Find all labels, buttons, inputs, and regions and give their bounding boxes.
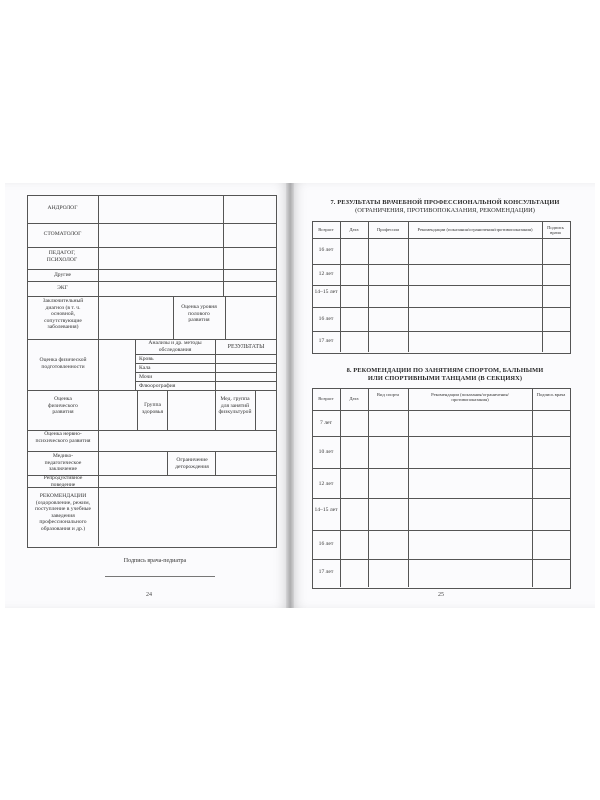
- table7-age-row: 12 лет: [318, 271, 334, 277]
- table8-age-row: 16 лет: [318, 541, 334, 547]
- reproductive-label: Репродуктивное поведение: [43, 475, 83, 488]
- book-spine: [286, 183, 294, 608]
- teacher-psych-label: ПЕДАГОГ, ПСИХОЛОГ: [46, 250, 78, 263]
- physical-development-label: Оценка физического развития: [48, 396, 78, 416]
- blood-label: Кровь: [139, 356, 154, 362]
- table8-age-row: 14–15 лет: [314, 507, 338, 513]
- urine-label: Мочи: [139, 374, 153, 380]
- table7-age-row: 16 лет: [318, 316, 334, 322]
- table8-header-sport: Вид спорта: [376, 392, 400, 397]
- med-group-label: Мед. группа для занятий физкультурой: [218, 396, 252, 416]
- table8-age-row: 17 лет: [318, 569, 334, 575]
- table7-header-professions: Профессии: [376, 227, 400, 232]
- section7-subtitle: (ОГРАНИЧЕНИЯ, ПРОТИВОПОКАЗАНИЯ, РЕКОМЕНДАЦИИ): [355, 207, 535, 214]
- page-number-left: 24: [146, 592, 152, 598]
- neuropsych-label: Оценка нервно-психического развития: [35, 431, 91, 444]
- andrologist-label: АНДРОЛОГ: [47, 205, 78, 211]
- table7-header-signature: Подпись врача: [547, 225, 564, 236]
- analyses-header: Анализы и др. методы обследования: [148, 340, 202, 353]
- left-page: [5, 183, 290, 608]
- table8-age-row: 12 лет: [318, 481, 334, 487]
- table8-header-age: Возраст: [318, 396, 334, 401]
- table7-header-date: Дата: [349, 227, 359, 232]
- table8-header-signature: Подпись врача: [536, 392, 566, 397]
- table8-age-row: 10 лет: [318, 449, 334, 455]
- health-group-label: Группа здоровья: [141, 402, 164, 415]
- childbirth-restriction-label: Ограничение деторождения: [175, 457, 209, 470]
- final-diagnosis-label: Заключительный диагноз (в т. ч. основной, сопутствующие заболевания): [42, 298, 84, 331]
- table7-age-row: 16 лет: [318, 247, 334, 253]
- ecg-label: ЭКГ: [57, 285, 68, 291]
- signature-line: [105, 576, 215, 577]
- others-label: Другие: [53, 272, 72, 278]
- right-page: [290, 183, 595, 608]
- table7-age-row: 17 лет: [318, 338, 334, 344]
- table8-age-row: 7 лет: [320, 420, 332, 426]
- feces-label: Кала: [139, 365, 151, 371]
- physical-health-label: Оценка физической подготовленности: [39, 357, 87, 370]
- fluorography-label: Флюорография: [139, 383, 176, 389]
- medped-conclusion-label: Медико-педагогическое заключение: [44, 453, 82, 473]
- table7-header-age: Возраст: [318, 227, 334, 232]
- section8-title-line2: ИЛИ СПОРТИВНЫМИ ТАНЦАМИ (В СЕКЦИЯХ): [367, 375, 523, 382]
- table8-header-recommendations: Рекомендации (показания/ограничения/противопоказания): [431, 392, 509, 403]
- dentist-label: СТОМАТОЛОГ: [43, 231, 82, 237]
- table8-header-date: Дата: [349, 396, 359, 401]
- recommendations-label: РЕКОМЕНДАЦИИ (оздоровление, режим, поступление в учебные заведения профессионального образования и др.): [35, 493, 91, 532]
- table7-header-recommendations: Рекомендации (показания/ограничения/противопоказания): [417, 227, 533, 232]
- sexual-development-label: Оценка уровня полового развития: [181, 304, 217, 324]
- signature-label: Подпись врача-педиатра: [123, 558, 187, 564]
- section7-title: [300, 199, 590, 215]
- section8-title-line1: 8. РЕКОМЕНДАЦИИ ПО ЗАНЯТИЯМ СПОРТОМ, БАЛЬНЫМИ: [346, 367, 544, 374]
- section8-title: [300, 367, 590, 383]
- table7-age-row: 14–15 лет: [314, 289, 338, 295]
- results-header: РЕЗУЛЬТАТЫ: [227, 344, 265, 350]
- page-number-right: 25: [438, 592, 444, 598]
- table7: [312, 221, 571, 354]
- section7-title-text: 7. РЕЗУЛЬТАТЫ ВРАЧЕБНОЙ ПРОФЕССИОНАЛЬНОЙ КОНСУЛЬТАЦИИ: [330, 199, 560, 206]
